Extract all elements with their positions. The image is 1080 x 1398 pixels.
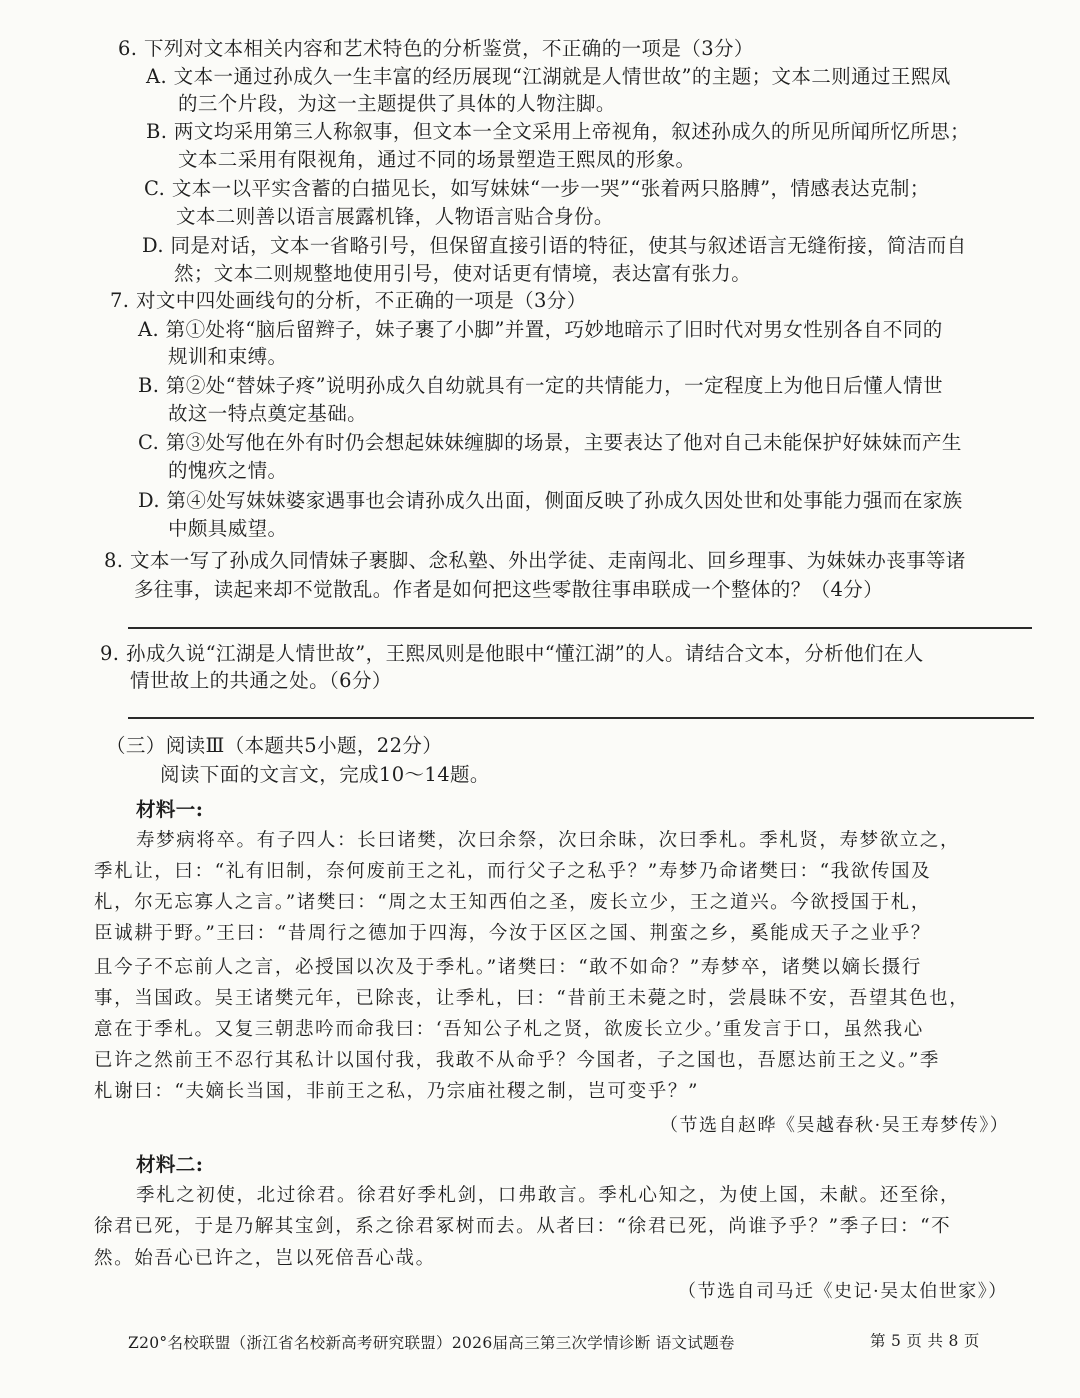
material1-heading: 材料一: [136, 798, 204, 821]
q8-line2: 多往事，读起来却不觉散乱。作者是如何把这些零散往事串联成一个整体的？（4分） [134, 578, 884, 601]
material1-line: 臣诚耕于野。”王曰：“昔周行之德加于四海，今汝于区区之国、荆蛮之乡，奚能成天子之业乎？ [94, 923, 931, 944]
q7-option-b-line2: 故这一特点奠定基础。 [168, 402, 368, 425]
material1-line: 且今子不忘前人之言，必授国以次及于季札。”诸樊曰：“敢不如命？”寿梦卒，诸樊以嫡长摄行 [94, 957, 922, 978]
q9-answer-line [128, 717, 1034, 719]
q7-option-c-line2: 的愧疚之情。 [168, 459, 288, 482]
q6-option-c-line2: 文本二则善以语言展露机锋，人物语言贴合身份。 [176, 205, 614, 228]
q6-option-d-line1: D. 同是对话，文本一省略引号，但保留直接引语的特征，使其与叙述语言无缝衔接，简洁而自 [142, 234, 967, 257]
footer-page-number: 第 5 页 共 8 页 [870, 1332, 980, 1350]
material1-line: 事，当国政。吴王诸樊元年，已除丧，让季札，曰：“昔前王未薨之时，尝晨昧不安，吾望其色也， [94, 988, 970, 1009]
footer-exam-title: Z20°名校联盟（浙江省名校新高考研究联盟）2026届高三第三次学情诊断 语文试题卷 [128, 1334, 735, 1352]
q9-line1: 9. 孙成久说“江湖是人情世故”，王熙凤则是他眼中“懂江湖”的人。请结合文本，分析他们在人 [100, 642, 924, 665]
q6-option-b-line1: B. 两文均采用第三人称叙事，但文本一全文采用上帝视角，叙述孙成久的所见所闻所忆所思； [146, 120, 970, 143]
material2-line: 然。始吾心已许之，岂以死倍吾心哉。 [94, 1248, 436, 1269]
q7-option-a-line2: 规训和束缚。 [168, 345, 288, 368]
q6-option-c-line1: C. 文本一以平实含蓄的白描见长，如写妹妹“一步一哭”“张着两只胳膊”，情感表达克制； [144, 177, 930, 200]
material2-heading: 材料二: [136, 1153, 204, 1176]
q6-option-b-line2: 文本二采用有限视角，通过不同的场景塑造王熙凤的形象。 [178, 148, 696, 171]
material2-source: （节选自司马迁《史记·吴太伯世家》） [678, 1281, 1008, 1302]
material1-line: 季札让，曰：“礼有旧制，奈何废前王之礼，而行父子之私乎？”寿梦乃命诸樊曰：“我欲传国及 [94, 861, 932, 882]
material1-source: （节选自赵晔《吴越春秋·吴王寿梦传》） [660, 1115, 1010, 1136]
section3-instruction: 阅读下面的文言文，完成10～14题。 [160, 763, 490, 786]
q7-option-c-line1: C. 第③处写他在外有时仍会想起妹妹缠脚的场景，主要表达了他对自己未能保护好妹妹而产生 [138, 431, 962, 454]
section3-title: （三）阅读Ⅲ（本题共5小题，22分） [106, 734, 443, 757]
q6-option-a-line2: 的三个片段，为这一主题提供了具体的人物注脚。 [178, 92, 616, 115]
material2-line: 徐君已死，于是乃解其宝剑，系之徐君冢树而去。从者曰：“徐君已死，尚谁予乎？”季子曰：“不 [94, 1216, 952, 1237]
q8-answer-line [128, 627, 1032, 629]
q9-line2: 情世故上的共通之处。（6分） [130, 669, 392, 692]
material1-line: 札谢曰：“夫嫡长当国，非前王之私，乃宗庙社稷之制，岂可变乎？” [94, 1081, 700, 1102]
q6-option-d-line2: 然；文本二则规整地使用引号，使对话更有情境，表达富有张力。 [174, 262, 752, 285]
material1-line: 意在于季札。又复三朝悲吟而命我曰：‘吾知公子札之贤，欲废长立少。’重发言于口，虽然我心 [94, 1019, 924, 1040]
q7-option-b-line1: B. 第②处“替妹子疼”说明孙成久自幼就具有一定的共情能力，一定程度上为他日后懂人情世 [138, 374, 943, 397]
material1-line: 已许之然前王不忍行其私计以国付我，我敢不从命乎？今国者，子之国也，吾愿达前王之义。”季 [94, 1050, 941, 1071]
material1-line: 寿梦病将卒。有子四人：长曰诸樊，次曰余祭，次曰余昧，次曰季札。季札贤，寿梦欲立之， [136, 830, 961, 851]
q7-stem: 7. 对文中四处画线句的分析，不正确的一项是（3分） [110, 289, 587, 312]
material2-line: 季札之初使，北过徐君。徐君好季札剑，口弗敢言。季札心知之，为使上国，未献。还至徐， [136, 1185, 961, 1206]
q7-option-d-line2: 中颇具威望。 [168, 517, 288, 540]
q6-option-a-line1: A. 文本一通过孙成久一生丰富的经历展现“江湖就是人情世故”的主题；文本二则通过王熙凤 [146, 65, 951, 88]
q7-option-d-line1: D. 第④处写妹妹婆家遇事也会请孙成久出面，侧面反映了孙成久因处世和处事能力强而在家族 [138, 489, 963, 512]
q7-option-a-line1: A. 第①处将“脑后留辫子，妹子裹了小脚”并置，巧妙地暗示了旧时代对男女性别各自不同的 [138, 318, 943, 341]
q8-line1: 8. 文本一写了孙成久同情妹子裹脚、念私塾、外出学徒、走南闯北、回乡理事、为妹妹办丧事等诸 [104, 549, 966, 572]
material1-line: 札，尔无忘寡人之言。”诸樊曰：“周之太王知西伯之圣，废长立少，王之道兴。今欲授国于札， [94, 892, 931, 913]
q6-stem: 6. 下列对文本相关内容和艺术特色的分析鉴赏，不正确的一项是（3分） [118, 37, 754, 60]
